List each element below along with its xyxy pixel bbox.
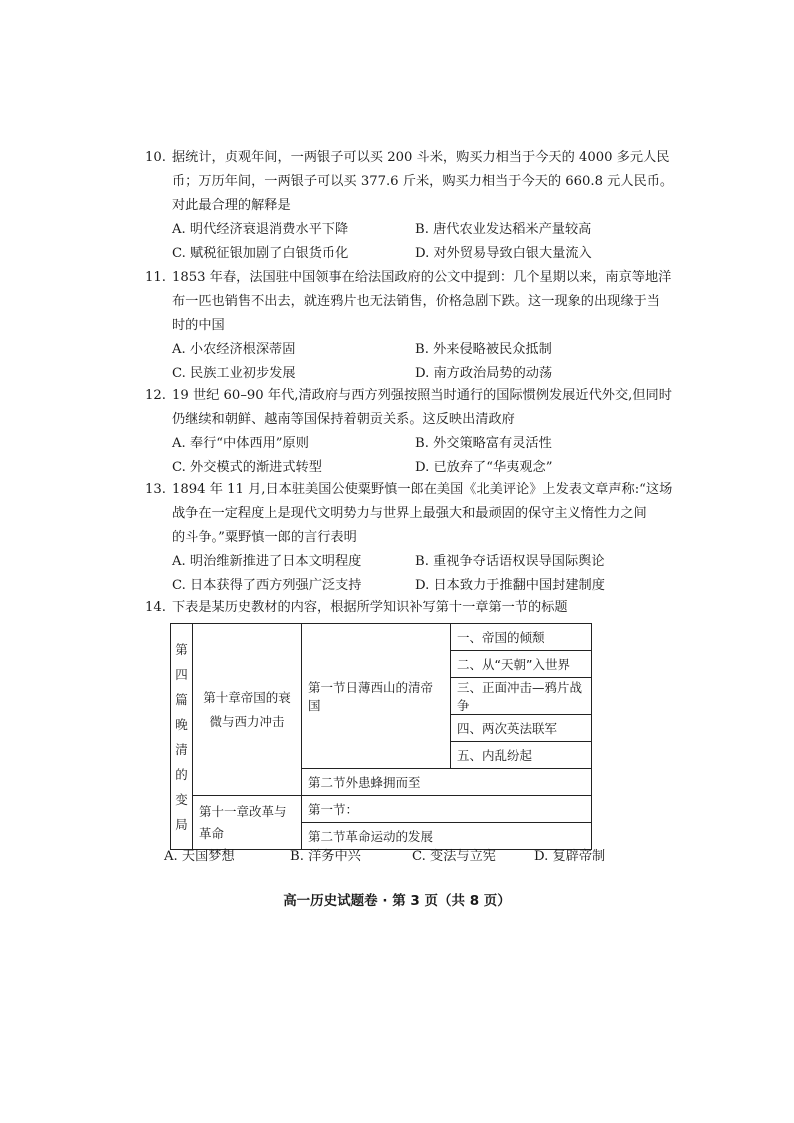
part-char: 篇 <box>175 691 188 707</box>
question-number: 14. <box>145 600 166 615</box>
options-row <box>145 362 615 386</box>
chapter-11-cell <box>193 796 302 850</box>
question-14-options <box>0 845 794 869</box>
question-stem <box>145 146 674 218</box>
stem-line: 币；万历年间，一两银子可以买 377.6 斤米，购买力相当于今天的 660.8 元人民币。 <box>172 174 674 189</box>
subsection-item: 二、从“天朝”入世界 <box>451 651 592 678</box>
option-d[interactable]: D. 复辟帝制 <box>534 849 606 864</box>
option-c[interactable]: C. 民族工业初步发展 <box>172 366 296 381</box>
options-row <box>145 550 615 574</box>
part-char: 晚 <box>175 716 188 732</box>
question-11 <box>145 266 672 386</box>
option-b[interactable]: B. 重视争夺话语权误导国际舆论 <box>415 554 605 569</box>
chapter-11-line: 革命 <box>199 825 225 841</box>
options-row <box>145 242 615 266</box>
question-number: 13. <box>145 482 166 497</box>
stem-line: 1853 年春，法国驻中国领事在给法国政府的公文中提到：几个星期以来，南京等地洋 <box>172 270 672 285</box>
part-char: 变 <box>175 791 188 807</box>
option-a[interactable]: A. 明代经济衰退消费水平下降 <box>172 222 349 237</box>
option-b[interactable]: B. 外来侵略被民众抵制 <box>415 342 552 357</box>
option-d[interactable]: D. 日本致力于推翻中国封建制度 <box>415 578 605 593</box>
option-b[interactable]: B. 唐代农业发达稻米产量较高 <box>415 222 592 237</box>
part-char: 第 <box>175 641 188 657</box>
chapter-11-section-2: 第二节革命运动的发展 <box>302 823 592 850</box>
chapter-10-section-2: 第二节外患蜂拥而至 <box>302 769 592 796</box>
stem-line: 战争在一定程度上是现代文明势力与世界上最强大和最顽固的保守主义惰性力之间 <box>172 506 647 521</box>
subsection-item: 一、帝国的倾颓 <box>451 624 592 651</box>
option-d[interactable]: D. 已放弃了“华夷观念” <box>415 460 553 475</box>
question-10 <box>145 146 674 266</box>
part-title-cell <box>171 624 193 850</box>
option-c[interactable]: C. 赋税征银加剧了白银货币化 <box>172 246 349 261</box>
question-stem <box>145 384 672 432</box>
option-a[interactable]: A. 明治维新推进了日本文明程度 <box>172 554 362 569</box>
subsection-item: 三、正面冲击—鸦片战争 <box>451 678 592 715</box>
options-row <box>145 338 615 362</box>
question-number: 10. <box>145 150 166 165</box>
option-c[interactable]: C. 变法与立宪 <box>412 849 496 864</box>
option-c[interactable]: C. 外交模式的渐进式转型 <box>172 460 322 475</box>
chapter-10-cell <box>193 624 302 796</box>
stem-line: 仍继续和朝鲜、越南等国保持着朝贡关系。这反映出清政府 <box>172 412 515 427</box>
question-13 <box>145 478 673 598</box>
options-row <box>145 432 615 456</box>
option-d[interactable]: D. 南方政治局势的动荡 <box>415 366 553 381</box>
stem-line: 的斗争。”粟野慎一郎的言行表明 <box>172 530 357 545</box>
question-stem <box>145 596 615 620</box>
stem-line: 据统计，贞观年间，一两银子可以买 200 斗米，购买力相当于今天的 4000 多元人民 <box>172 150 670 165</box>
chapter-10-line: 第十章帝国的衰 <box>203 689 291 705</box>
question-stem <box>145 478 673 550</box>
options-row <box>145 574 615 598</box>
option-a[interactable]: A. 小农经济根深蒂固 <box>172 342 296 357</box>
textbook-outline-table <box>170 623 592 850</box>
question-14 <box>145 596 615 620</box>
options-row <box>145 218 615 242</box>
option-a[interactable]: A. 天国梦想 <box>164 849 235 864</box>
chapter-10-section-1: 第一节日薄西山的清帝国 <box>302 624 451 769</box>
stem-line: 下表是某历史教材的内容，根据所学知识补写第十一章第一节的标题 <box>172 600 568 615</box>
part-char: 清 <box>175 741 188 757</box>
part-char: 四 <box>175 666 188 682</box>
subsection-item: 四、两次英法联军 <box>451 715 592 742</box>
question-stem <box>145 266 672 338</box>
subsection-item: 五、内乱纷起 <box>451 742 592 769</box>
options-row <box>145 456 615 480</box>
stem-line: 19 世纪 60–90 年代,清政府与西方列强按照当时通行的国际惯例发展近代外交,但同时 <box>172 388 672 403</box>
option-b[interactable]: B. 洋务中兴 <box>290 849 361 864</box>
option-a[interactable]: A. 奉行“中体西用”原则 <box>172 436 309 451</box>
question-number: 11. <box>145 270 166 285</box>
option-b[interactable]: B. 外交策略富有灵活性 <box>415 436 552 451</box>
question-12 <box>145 384 672 480</box>
stem-line: 对此最合理的解释是 <box>172 198 291 213</box>
option-c[interactable]: C. 日本获得了西方列强广泛支持 <box>172 578 362 593</box>
chapter-10-line: 微与西力冲击 <box>209 713 285 729</box>
question-number: 12. <box>145 388 166 403</box>
chapter-11-line: 第十一章改革与 <box>199 803 287 819</box>
stem-line: 1894 年 11 月,日本驻美国公使粟野慎一郎在美国《北美评论》上发表文章声称:“这场 <box>172 482 673 497</box>
page-footer: 高一历史试题卷 · 第 3 页（共 8 页） <box>283 893 511 909</box>
part-char: 局 <box>175 816 188 832</box>
stem-line: 布一匹也销售不出去，就连鸦片也无法销售，价格急剧下跌。这一现象的出现缘于当 <box>172 294 660 309</box>
option-d[interactable]: D. 对外贸易导致白银大量流入 <box>415 246 592 261</box>
stem-line: 时的中国 <box>172 318 225 333</box>
chapter-11-section-1-blank: 第一节： <box>302 796 592 823</box>
part-char: 的 <box>175 766 188 782</box>
